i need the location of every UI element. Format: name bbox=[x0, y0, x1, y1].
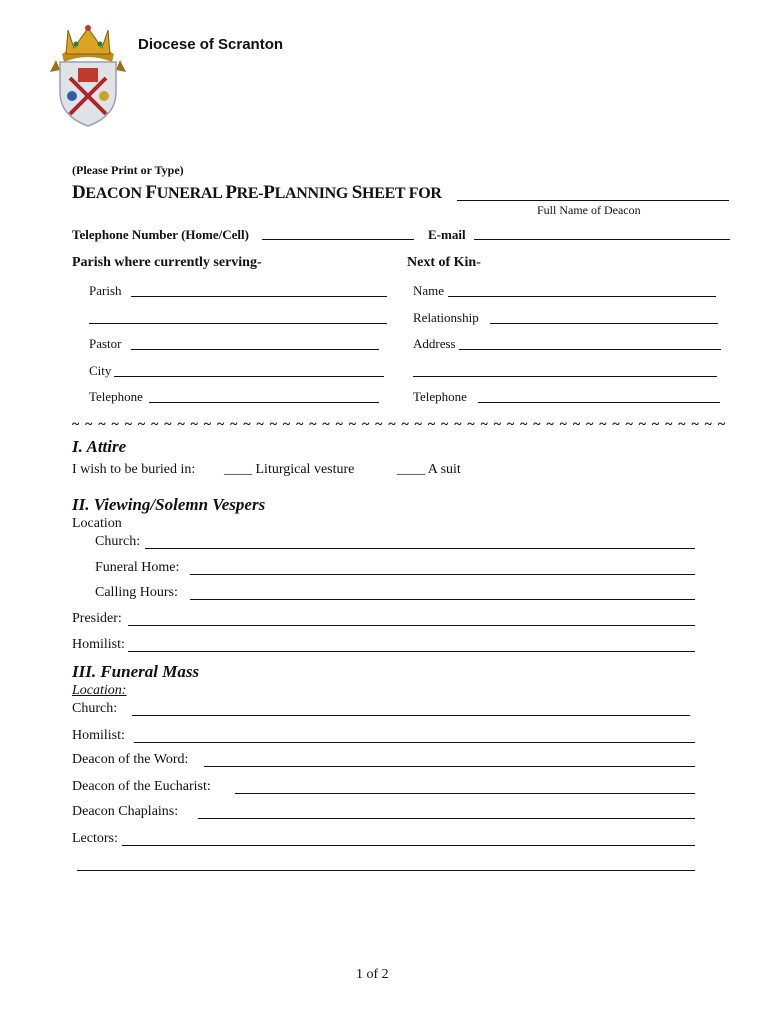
kin-telephone-field[interactable] bbox=[478, 402, 720, 403]
parish-heading: Parish where currently serving- bbox=[72, 255, 262, 270]
viewing-location-label: Location bbox=[72, 516, 122, 531]
deacon-eucharist-label: Deacon of the Eucharist: bbox=[72, 779, 211, 794]
viewing-church-field[interactable] bbox=[145, 548, 695, 549]
calling-hours-label: Calling Hours: bbox=[95, 585, 178, 600]
deacon-name-caption: Full Name of Deacon bbox=[537, 203, 641, 217]
kin-name-label: Name bbox=[413, 283, 445, 298]
form-title: DEACON FUNERAL PRE-PLANNING SHEET FOR bbox=[72, 182, 442, 203]
kin-relationship-label: Relationship bbox=[413, 310, 479, 325]
organization-name: Diocese of Scranton bbox=[138, 36, 284, 53]
funeral-home-label: Funeral Home: bbox=[95, 560, 180, 575]
presider-label: Presider: bbox=[72, 611, 122, 626]
city-label: City bbox=[89, 363, 112, 378]
kin-address-field[interactable] bbox=[459, 349, 721, 350]
kin-relationship-field[interactable] bbox=[490, 323, 718, 324]
parish-telephone-label: Telephone bbox=[89, 389, 143, 404]
mass-church-field[interactable] bbox=[132, 715, 690, 716]
funeral-home-field[interactable] bbox=[190, 574, 695, 575]
parish-telephone-field[interactable] bbox=[149, 402, 379, 403]
attire-heading: I. Attire bbox=[72, 437, 127, 456]
kin-address-label: Address bbox=[413, 336, 456, 351]
parish-label: Parish bbox=[89, 283, 122, 298]
pastor-field[interactable] bbox=[131, 349, 379, 350]
calling-hours-field[interactable] bbox=[190, 599, 695, 600]
lectors-label: Lectors: bbox=[72, 831, 118, 846]
mass-homilist-field[interactable] bbox=[134, 742, 695, 743]
next-of-kin-heading: Next of Kin- bbox=[407, 255, 481, 270]
presider-field[interactable] bbox=[128, 625, 695, 626]
viewing-homilist-label: Homilist: bbox=[72, 637, 125, 652]
telephone-field[interactable] bbox=[262, 239, 414, 240]
mass-homilist-label: Homilist: bbox=[72, 728, 125, 743]
deacon-word-field[interactable] bbox=[204, 766, 695, 767]
diocese-coat-of-arms-icon bbox=[48, 22, 128, 128]
kin-telephone-label: Telephone bbox=[413, 389, 467, 404]
mass-location-label: Location: bbox=[72, 683, 127, 698]
print-instruction: (Please Print or Type) bbox=[72, 163, 184, 177]
deacon-word-label: Deacon of the Word: bbox=[72, 752, 189, 767]
deacon-chaplains-field[interactable] bbox=[198, 818, 695, 819]
telephone-label: Telephone Number (Home/Cell) bbox=[72, 227, 249, 242]
suit-option[interactable]: ____ A suit bbox=[397, 462, 461, 477]
pastor-label: Pastor bbox=[89, 336, 122, 351]
viewing-homilist-field[interactable] bbox=[128, 651, 695, 652]
liturgical-vesture-option[interactable]: ____ Liturgical vesture bbox=[224, 462, 355, 477]
parish-field[interactable] bbox=[131, 296, 387, 297]
kin-name-field[interactable] bbox=[448, 296, 716, 297]
email-field[interactable] bbox=[474, 239, 730, 240]
page-number: 1 of 2 bbox=[356, 967, 389, 982]
kin-address-extra-field[interactable] bbox=[413, 376, 717, 377]
city-field[interactable] bbox=[114, 376, 384, 377]
lectors-extra-field[interactable] bbox=[77, 870, 695, 871]
attire-prompt: I wish to be buried in: bbox=[72, 462, 196, 477]
parish-extra-field[interactable] bbox=[89, 323, 387, 324]
deacon-name-field[interactable] bbox=[457, 200, 729, 201]
funeral-mass-heading: III. Funeral Mass bbox=[72, 662, 200, 681]
mass-church-label: Church: bbox=[72, 701, 118, 716]
viewing-heading: II. Viewing/Solemn Vespers bbox=[72, 495, 266, 514]
deacon-chaplains-label: Deacon Chaplains: bbox=[72, 804, 179, 819]
viewing-church-label: Church: bbox=[95, 534, 141, 549]
deacon-eucharist-field[interactable] bbox=[235, 793, 695, 794]
lectors-field[interactable] bbox=[122, 845, 695, 846]
tilde-divider: ~ ~ ~ ~ ~ ~ ~ ~ ~ ~ ~ ~ ~ ~ ~ ~ ~ ~ ~ ~ ~ ~ ~ ~ ~ ~ ~ ~ ~ ~ ~ ~ ~ ~ ~ ~ ~ ~ ~ ~ ~ ~ ~ ~ ~ ~ ~ ~ ~ ~ bbox=[72, 417, 727, 432]
email-label: E-mail bbox=[428, 227, 466, 242]
